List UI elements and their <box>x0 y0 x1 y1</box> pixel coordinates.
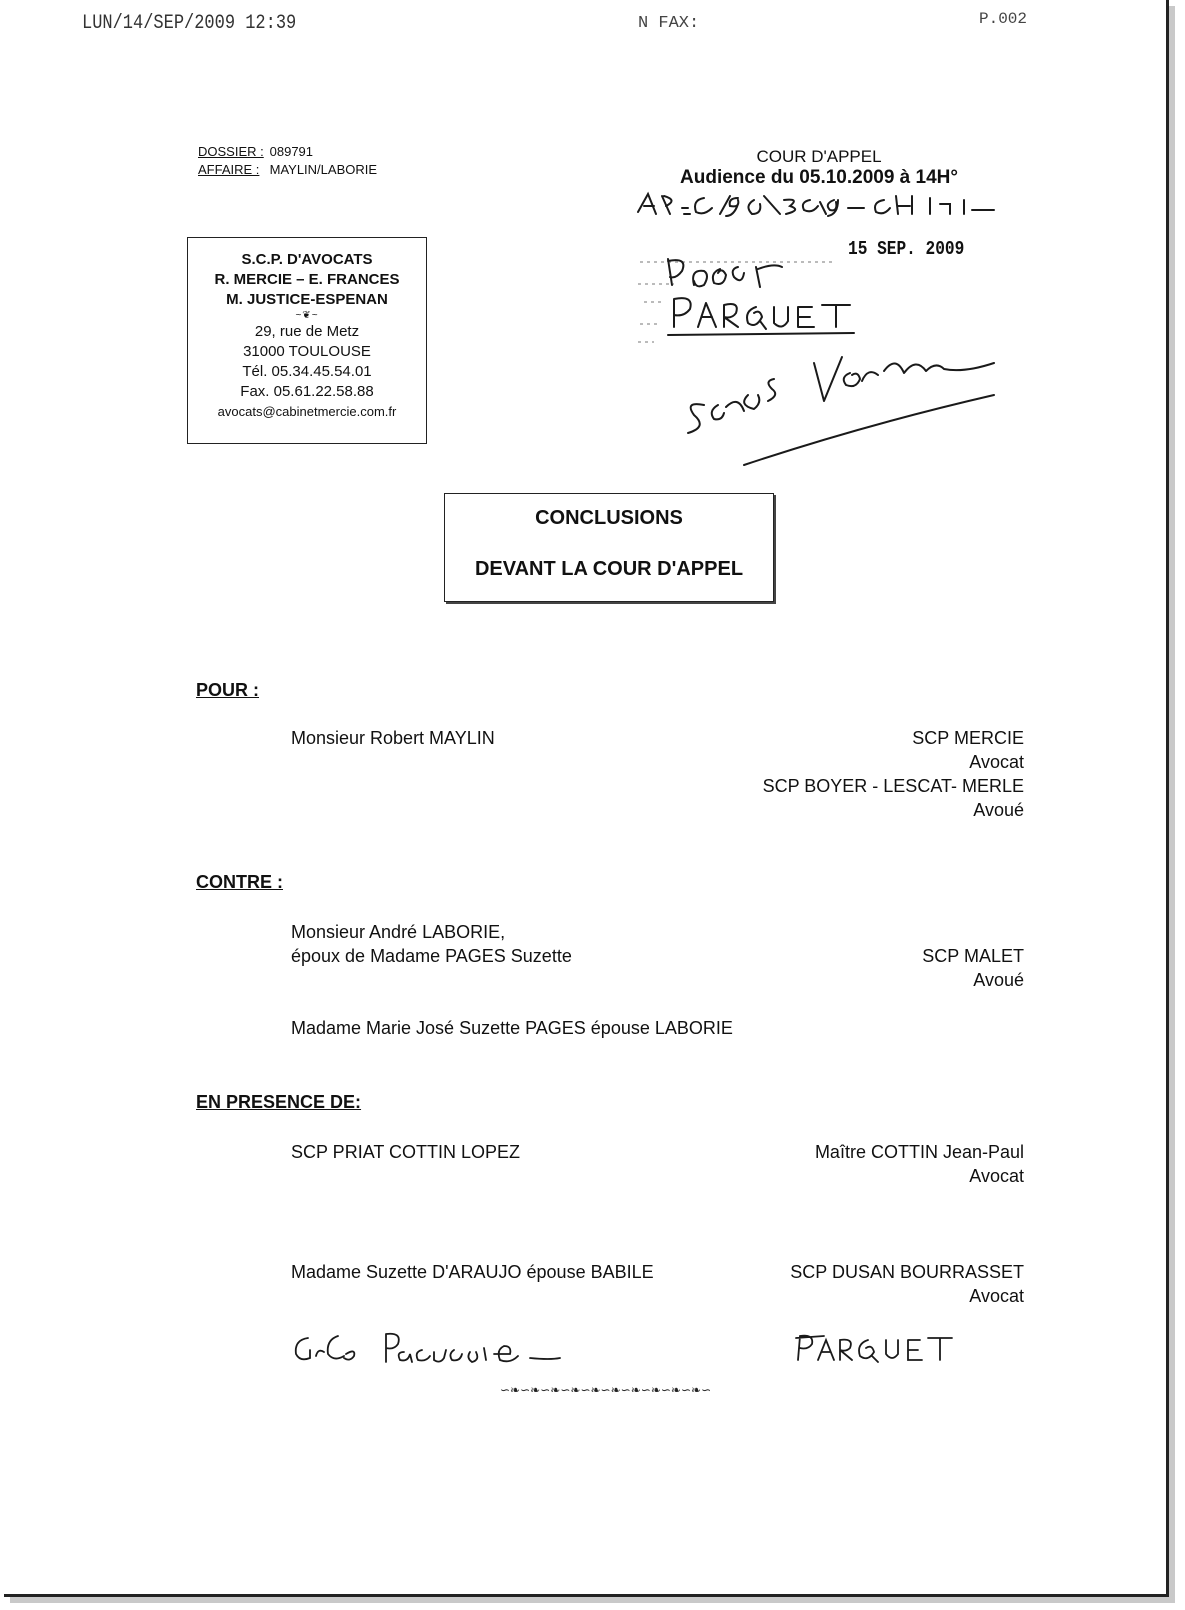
handwritten-reference <box>634 190 1034 220</box>
presence-counsel-2-line: SCP DUSAN BOURRASSET <box>790 1262 1024 1282</box>
court-title: COUR D'APPEL <box>756 147 882 166</box>
firm-address-city: 31000 TOULOUSE <box>243 343 371 360</box>
affaire-label: AFFAIRE : <box>198 162 260 177</box>
firm-email: avocats@cabinetmercie.com.fr <box>217 404 397 419</box>
section-heading-pour: POUR : <box>196 680 259 700</box>
pour-counsel-line: Avocat <box>969 752 1024 772</box>
firm-fax: Fax. 05.61.22.58.88 <box>240 383 374 400</box>
document-title-box <box>444 493 774 602</box>
contre-counsel-line: Avoué <box>973 970 1024 990</box>
fax-header-number: N FAX: <box>638 14 700 33</box>
presence-party-2: Madame Suzette D'ARAUJO épouse BABILE <box>291 1262 654 1282</box>
contre-counsel <box>604 944 1024 992</box>
court-block <box>644 147 994 189</box>
audience-date: Audience du 05.10.2009 à 14H° <box>680 167 958 188</box>
affaire-value: MAYLIN/LABORIE <box>269 162 378 177</box>
presence-counsel-2 <box>604 1260 1024 1308</box>
fax-header-page: P.002 <box>979 10 1028 28</box>
firm-name-line2: R. MERCIE – E. FRANCES <box>214 271 400 288</box>
footer-ornament: ∽❧∽❧∽❧∽❧∽❧∽❧∽❧∽❧∽❧∽❧∽ <box>500 1383 712 1397</box>
firm-telephone: Tél. 05.34.45.54.01 <box>242 363 372 380</box>
contre-counsel-line: SCP MALET <box>922 946 1024 966</box>
law-firm-box <box>187 237 427 444</box>
section-heading-contre: CONTRE : <box>196 872 283 892</box>
dossier-value: 089791 <box>269 144 314 159</box>
pour-party: Monsieur Robert MAYLIN <box>291 728 495 748</box>
contre-party-2: Madame Marie José Suzette PAGES épouse LABORIE <box>291 1018 733 1038</box>
section-heading-presence: EN PRESENCE DE: <box>196 1092 362 1112</box>
presence-counsel-1-line: Maître COTTIN Jean-Paul <box>814 1142 1024 1162</box>
firm-ornament: ~❦~ <box>295 310 319 321</box>
handwritten-note-left <box>290 1330 580 1370</box>
presence-party-1: SCP PRIAT COTTIN LOPEZ <box>291 1142 521 1162</box>
document-page <box>4 0 1169 1597</box>
pour-counsel-line: SCP BOYER - LESCAT- MERLE <box>762 776 1024 796</box>
presence-counsel-1-line: Avocat <box>969 1166 1024 1186</box>
dossier-block <box>198 143 377 179</box>
document-subtitle: DEVANT LA COUR D'APPEL <box>474 558 744 580</box>
pour-counsel-line: SCP MERCIE <box>912 728 1024 748</box>
pour-counsel-line: Avoué <box>973 800 1024 820</box>
reception-stamp-date: 15 SEP. 2009 <box>848 238 965 260</box>
presence-counsel-2-line: Avocat <box>969 1286 1024 1306</box>
presence-counsel-1 <box>604 1140 1024 1188</box>
document-title: CONCLUSIONS <box>535 507 683 529</box>
firm-name-line1: S.C.P. D'AVOCATS <box>241 251 373 268</box>
handwritten-annotation <box>664 255 1054 485</box>
firm-name-line3: M. JUSTICE-ESPENAN <box>226 291 388 308</box>
handwritten-note-parquet <box>794 1330 954 1370</box>
dossier-label: DOSSIER : <box>198 144 264 159</box>
firm-address-street: 29, rue de Metz <box>254 323 360 340</box>
contre-party-1 <box>291 920 572 968</box>
contre-party-1-detail: époux de Madame PAGES Suzette <box>291 946 572 966</box>
pour-counsel <box>604 726 1024 822</box>
fax-header-datetime: LUN/14/SEP/2009 12:39 <box>82 12 297 35</box>
contre-party-1-name: Monsieur André LABORIE, <box>291 922 506 942</box>
